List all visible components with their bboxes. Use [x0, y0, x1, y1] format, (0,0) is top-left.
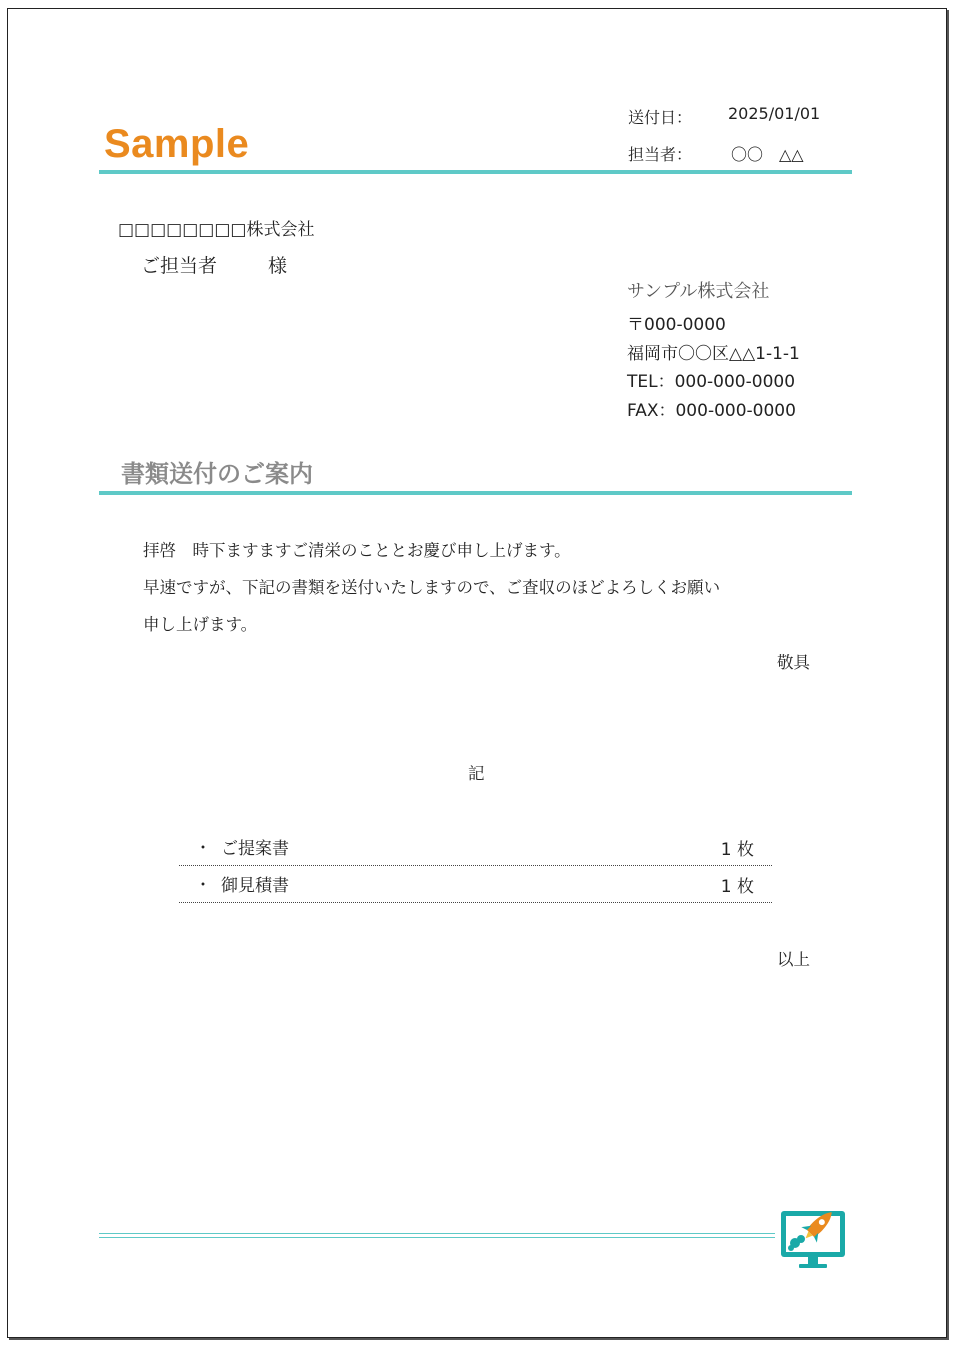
page — [7, 8, 947, 1338]
sender-tel: TEL：000-000-0000 — [627, 372, 796, 392]
send-date-value: 2025/01/01 — [728, 104, 821, 123]
recipient-company: □□□□□□□□株式会社 — [118, 220, 315, 240]
list-item-name: ご提案書 — [221, 839, 289, 859]
list-item — [179, 866, 772, 903]
ki-heading: 記 — [468, 764, 485, 783]
header-rule — [99, 170, 852, 174]
monitor-rocket-icon — [779, 1203, 847, 1271]
sender-fax: FAX：000-000-0000 — [627, 401, 796, 421]
greeting-line-1: 拝啓 時下ますますご清栄のこととお慶び申し上げます。 — [143, 541, 571, 560]
list-item-count: 1 枚 — [720, 840, 754, 860]
person-label: 担当者： — [628, 145, 693, 164]
list-item — [179, 829, 772, 866]
greeting-line-3: 申し上げます。 — [143, 615, 258, 634]
greeting-line-2: 早速ですが、下記の書類を送付いたしますので、ご査収のほどよろしくお願い — [143, 578, 721, 597]
sender-address: 福岡市〇〇区△△1-1-1 — [627, 344, 800, 364]
recipient-honorific: 様 — [268, 255, 288, 277]
list-item-name: 御見積書 — [221, 876, 289, 896]
footer-rule-bottom — [99, 1237, 775, 1238]
recipient-person: ご担当者 — [141, 255, 218, 277]
list-bullet: ・ — [195, 875, 212, 894]
closing-keigu: 敬具 — [777, 653, 810, 672]
list-item-count: 1 枚 — [720, 877, 754, 897]
sender-postal: 〒000-0000 — [627, 315, 726, 335]
document-title: 書類送付のご案内 — [121, 460, 313, 488]
end-ijou: 以上 — [777, 950, 810, 969]
footer-rule-top — [99, 1233, 775, 1234]
send-date-label: 送付日： — [628, 108, 693, 127]
sender-company: サンプル株式会社 — [627, 281, 770, 302]
title-rule — [99, 491, 852, 495]
list-bullet: ・ — [195, 838, 212, 857]
logo-text: Sample — [104, 122, 250, 166]
person-value: 〇〇 △△ — [731, 145, 804, 164]
